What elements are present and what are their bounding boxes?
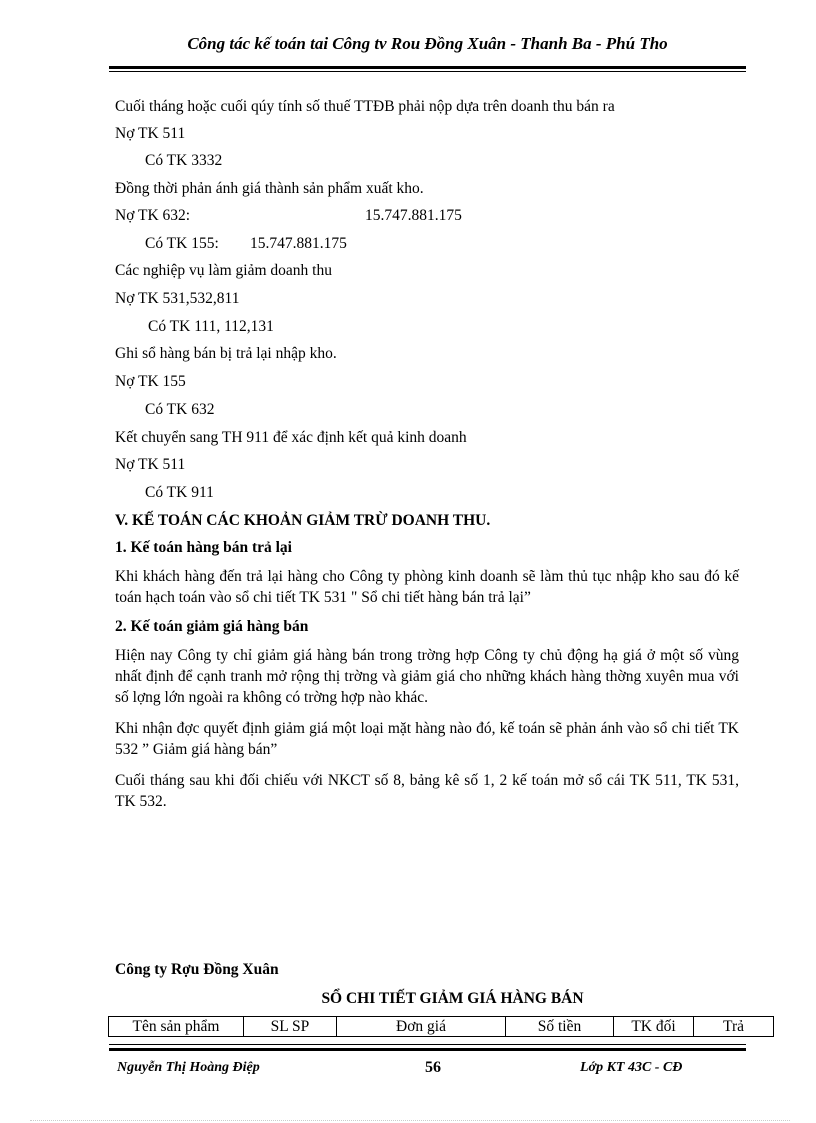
text-line: Nợ TK 531,532,811 (115, 290, 240, 307)
header-divider-thin (109, 71, 746, 72)
column-header: TK đối (614, 1017, 694, 1037)
text-line: Ghi sổ hàng bán bị trả lại nhập kho. (115, 345, 337, 362)
ledger-title: SỔ CHI TIẾT GIẢM GIÁ HÀNG BÁN (321, 990, 584, 1007)
page-edge (30, 1120, 790, 1121)
text-line: Nợ TK 155 (115, 373, 186, 390)
column-header: Tên sản phẩm (109, 1017, 244, 1037)
text-line: Có TK 911 (145, 484, 214, 501)
text-line: Có TK 632 (145, 401, 215, 418)
column-header: Đơn giá (337, 1017, 506, 1037)
company-name: Công ty Rợu Đồng Xuân (115, 961, 279, 978)
header-divider (109, 66, 746, 69)
paragraph: Cuối tháng sau khi đối chiếu với NKCT số 8, bảng kê số 1, 2 kế toán mở sổ cái TK 511, TK 531, TK 532. (115, 772, 739, 810)
subsection-heading: 2. Kế toán giảm giá hàng bán (115, 618, 309, 635)
page-number: 56 (425, 1059, 441, 1076)
account-label: Nợ TK 632: (115, 207, 191, 224)
journal-entry-credit-155 (145, 235, 347, 253)
section-heading: V. KẾ TOÁN CÁC KHOẢN GIẢM TRỪ DOANH THU. (115, 512, 491, 529)
text-line: Có TK 111, 112,131 (148, 318, 274, 335)
paragraph: Khi nhận đợc quyết định giảm giá một loại mặt hàng nào đó, kế toán sẽ phản ánh vào sổ chi tiết TK 532 ” Giảm giá hàng bán” (115, 720, 739, 758)
page-header-title: Công tác kế toán tai Công tv Rou Đồng Xuân - Thanh Ba - Phú Tho (187, 34, 668, 53)
footer-divider (109, 1048, 746, 1051)
text-line: Có TK 3332 (145, 152, 223, 169)
account-label: Có TK 155: (145, 235, 219, 252)
text-line: Nợ TK 511 (115, 125, 186, 142)
amount-value: 15.747.881.175 (250, 235, 347, 252)
table-header-row (109, 1017, 774, 1037)
ledger-table (108, 1016, 774, 1037)
paragraph: Hiện nay Công ty chỉ giảm giá hàng bán trong trờng hợp Công ty chủ động hạ giá ở một số vùng nhất định để cạnh tranh mở rộng thị trờng và giảm giá cho những khách hàng thờng xuyên mua với số lợng lớn ngoài ra không có trờng hợp nào khác. (115, 647, 739, 706)
text-line: Nợ TK 511 (115, 456, 186, 473)
text-line: Kết chuyển sang TH 911 để xác định kết quả kinh doanh (115, 429, 467, 446)
text-line: Cuối tháng hoặc cuối qúy tính số thuế TTĐB phải nộp dựa trên doanh thu bán ra (115, 98, 615, 115)
subsection-heading: 1. Kế toán hàng bán trả lại (115, 539, 292, 556)
column-header: SL SP (244, 1017, 337, 1037)
amount-value: 15.747.881.175 (365, 207, 462, 224)
column-header: Trả (694, 1017, 774, 1037)
journal-entry-debit-632 (115, 207, 462, 225)
footer-divider-thin (109, 1044, 746, 1045)
footer-class: Lớp KT 43C - CĐ (580, 1060, 683, 1075)
text-line: Đồng thời phản ánh giá thành sản phẩm xuất kho. (115, 180, 424, 197)
paragraph: Khi khách hàng đến trả lại hàng cho Công ty phòng kinh doanh sẽ làm thủ tục nhập kho sau đó kế toán hạch toán vào sổ chi tiết TK 531 " Sổ chi tiết hàng bán trả lại” (115, 568, 739, 606)
column-header: Số tiền (506, 1017, 614, 1037)
text-line: Các nghiệp vụ làm giảm doanh thu (115, 262, 332, 279)
footer-author: Nguyễn Thị Hoàng Điệp (117, 1060, 260, 1075)
